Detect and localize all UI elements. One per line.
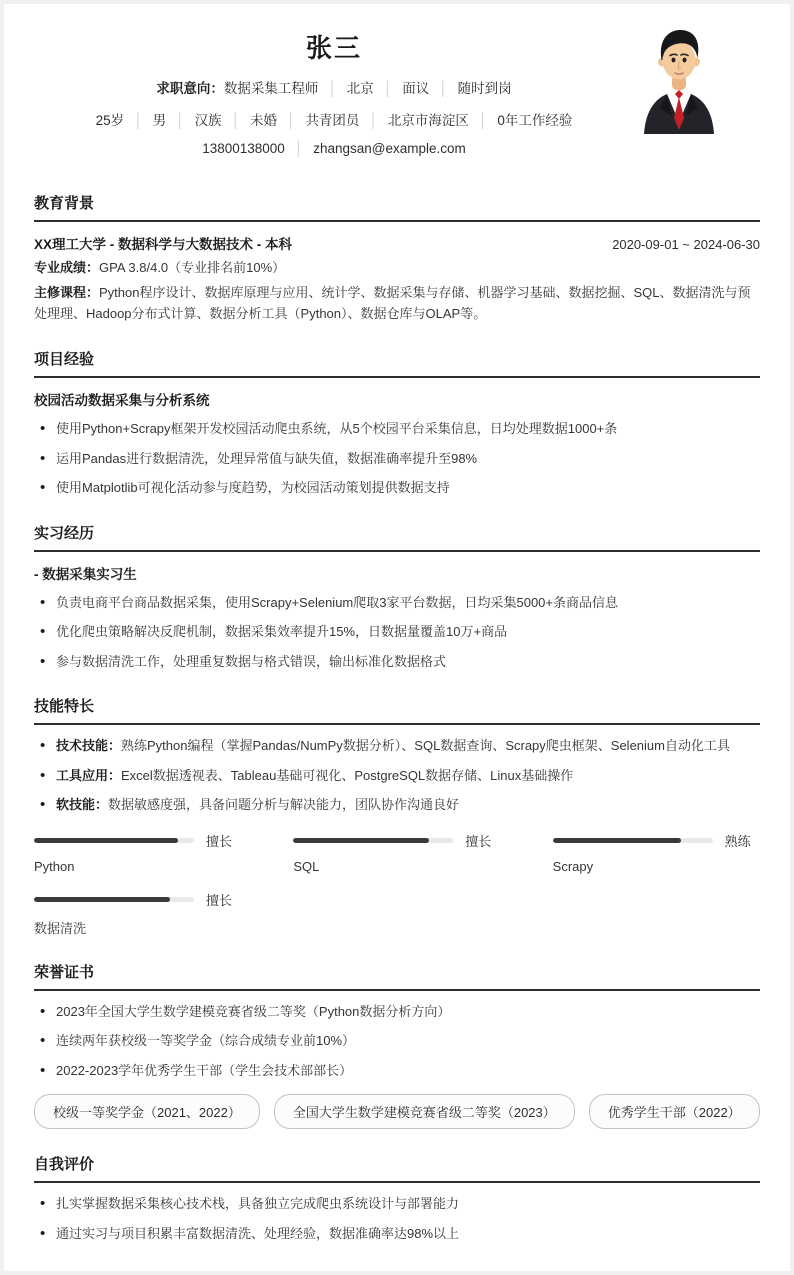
job-intent-salary: 面议 bbox=[402, 81, 430, 96]
section-internship bbox=[34, 522, 760, 672]
self-evaluation-bullet-list bbox=[34, 1194, 760, 1243]
personal-info-line bbox=[34, 109, 634, 129]
resume-page bbox=[4, 4, 790, 1271]
job-intent-availability: 随时到岗 bbox=[457, 81, 512, 96]
gpa-line bbox=[34, 257, 760, 278]
job-intent-position: 数据采集工程师 bbox=[223, 81, 319, 96]
honor-badge: 优秀学生干部（2022） bbox=[589, 1094, 760, 1129]
phone-number: 13800138000 bbox=[202, 141, 285, 156]
internship-bullet: • 负责电商平台商品数据采集，使用Scrapy+Selenium爬取3家平台数据，日均采集5000+条商品信息 bbox=[34, 593, 760, 613]
job-intent-line bbox=[34, 77, 634, 97]
section-honors bbox=[34, 961, 760, 1130]
info-location: 北京市海淀区 bbox=[387, 113, 469, 128]
section-title-education: 教育背景 bbox=[34, 192, 760, 222]
courses-label: 主修课程： bbox=[34, 285, 100, 301]
skills-bullet-list bbox=[34, 736, 760, 815]
honor-badges-row bbox=[34, 1094, 760, 1129]
info-political: 共青团员 bbox=[305, 113, 360, 128]
skill-level-label: 擅长 bbox=[206, 892, 233, 908]
skill-bar-track bbox=[34, 838, 194, 843]
skill-bullet-text: Excel数据透视表、Tableau基础可视化、PostgreSQL数据存储、Linux基础操作 bbox=[121, 767, 574, 783]
skill-bullet-text: 熟练Python编程（掌握Pandas/NumPy数据分析）、SQL数据查询、Scrapy爬虫框架、Selenium自动化工具 bbox=[121, 738, 730, 754]
section-title-honors: 荣誉证书 bbox=[34, 961, 760, 991]
skill-name: 数据清洗 bbox=[34, 920, 87, 936]
email-address: zhangsan@example.com bbox=[313, 141, 466, 156]
internship-bullet: • 优化爬虫策略解决反爬机制，数据采集效率提升15%，日数据量覆盖10万+商品 bbox=[34, 622, 760, 642]
courses-value: Python程序设计、数据库原理与应用、统计学、数据采集与存储、机器学习基础、数据挖掘、SQL、数据清洗与预处理理、Hadoop分布式计算、数据分析工具（Python）、数据仓库与OLAP等。 bbox=[34, 285, 751, 322]
gpa-label: 专业成绩： bbox=[34, 260, 100, 275]
contact-line bbox=[34, 141, 634, 156]
info-ethnicity: 汉族 bbox=[194, 113, 222, 128]
education-date-range: 2020-09-01 ~ 2024-06-30 bbox=[612, 237, 760, 252]
info-age: 25岁 bbox=[95, 113, 125, 128]
honor-bullet: • 2023年全国大学生数学建模竞赛省级二等奖（Python数据分析方向） bbox=[34, 1002, 760, 1022]
profile-photo bbox=[634, 24, 724, 134]
skill-bullet-tools bbox=[34, 766, 760, 786]
header-text-block bbox=[34, 18, 634, 168]
skill-bars-grid bbox=[34, 831, 760, 937]
skill-level-label: 擅长 bbox=[206, 833, 233, 849]
section-title-self-evaluation: 自我评价 bbox=[34, 1153, 760, 1183]
honor-badge: 全国大学生数学建模竞赛省级二等奖（2023） bbox=[274, 1094, 575, 1129]
skill-bullet-label: 技术技能： bbox=[56, 738, 122, 754]
separator: │ bbox=[328, 81, 337, 96]
skill-bar-track bbox=[553, 838, 713, 843]
education-degree-row bbox=[34, 233, 760, 253]
section-self-evaluation bbox=[34, 1153, 760, 1243]
skill-bar-fill bbox=[34, 838, 178, 843]
info-marital: 未婚 bbox=[250, 113, 277, 128]
skill-bullet-soft bbox=[34, 795, 760, 815]
honor-bullet: • 连续两年获校级一等奖学金（综合成绩专业前10%） bbox=[34, 1031, 760, 1051]
info-experience: 0年工作经验 bbox=[497, 113, 573, 128]
skill-bullet-label: 软技能： bbox=[56, 797, 109, 813]
school-degree: XX理工大学 - 数据科学与大数据技术 - 本科 bbox=[34, 237, 293, 252]
project-bullet: • 使用Matplotlib可视化活动参与度趋势，为校园活动策划提供数据支持 bbox=[34, 478, 760, 498]
skill-name: SQL bbox=[293, 858, 320, 874]
self-evaluation-bullet: • 扎实掌握数据采集核心技术栈，具备独立完成爬虫系统设计与部署能力 bbox=[34, 1194, 760, 1214]
job-intent-city: 北京 bbox=[346, 81, 374, 96]
skill-bar-scrapy bbox=[553, 831, 760, 874]
separator: │ bbox=[134, 113, 143, 128]
skill-bar-python bbox=[34, 831, 241, 874]
separator: │ bbox=[287, 113, 296, 128]
section-title-internship: 实习经历 bbox=[34, 522, 760, 552]
gpa-value: GPA 3.8/4.0（专业排名前10%） bbox=[99, 260, 286, 275]
project-bullet: • 使用Python+Scrapy框架开发校园活动爬虫系统，从5个校园平台采集信息，日均处理数据1000+条 bbox=[34, 419, 760, 439]
separator: │ bbox=[383, 81, 393, 96]
skill-bullet-text: 数据敏感度强，具备问题分析与解决能力，团队协作沟通良好 bbox=[108, 797, 460, 813]
section-title-projects: 项目经验 bbox=[34, 348, 760, 378]
skill-bullet-label: 工具应用： bbox=[56, 767, 122, 783]
skill-level-label: 熟练 bbox=[724, 833, 751, 849]
skill-bullet-technical bbox=[34, 736, 760, 756]
job-intent-label: 求职意向： bbox=[156, 81, 224, 96]
honor-badge: 校级一等奖学金（2021、2022） bbox=[34, 1094, 260, 1129]
project-name: 校园活动数据采集与分析系统 bbox=[34, 393, 210, 409]
project-bullet-list bbox=[34, 419, 760, 498]
courses-line bbox=[34, 282, 760, 324]
separator: │ bbox=[294, 141, 304, 156]
skill-bar-fill bbox=[293, 838, 429, 843]
skill-bar-track bbox=[34, 897, 194, 902]
separator: │ bbox=[176, 113, 185, 128]
section-education bbox=[34, 192, 760, 324]
skill-bar-fill bbox=[34, 897, 170, 902]
skill-bar-track bbox=[293, 838, 453, 843]
honors-bullet-list bbox=[34, 1002, 760, 1081]
separator: │ bbox=[231, 113, 240, 128]
internship-bullet: • 参与数据清洗工作，处理重复数据与格式错误，输出标准化数据格式 bbox=[34, 652, 760, 672]
honor-bullet: • 2022-2023学年优秀学生干部（学生会技术部部长） bbox=[34, 1061, 760, 1081]
self-evaluation-bullet: • 通过实习与项目积累丰富数据清洗、处理经验，数据准确率达98%以上 bbox=[34, 1224, 760, 1244]
internship-position: - 数据采集实习生 bbox=[34, 566, 137, 582]
skill-name: Scrapy bbox=[552, 858, 594, 874]
resume-header bbox=[34, 18, 760, 168]
section-skills bbox=[34, 695, 760, 937]
skill-name: Python bbox=[34, 858, 75, 874]
skill-level-label: 擅长 bbox=[465, 833, 492, 849]
internship-bullet-list bbox=[34, 593, 760, 672]
info-gender: 男 bbox=[152, 113, 167, 128]
separator: │ bbox=[478, 113, 488, 128]
section-title-skills: 技能特长 bbox=[34, 695, 760, 725]
project-bullet: • 运用Pandas进行数据清洗，处理异常值与缺失值，数据准确率提升至98% bbox=[34, 449, 760, 469]
section-projects bbox=[34, 348, 760, 498]
avatar-illustration bbox=[634, 24, 724, 134]
candidate-name: 张三 bbox=[305, 33, 362, 63]
skill-bar-data-cleaning bbox=[34, 890, 241, 937]
separator: │ bbox=[439, 81, 448, 96]
skill-bar-fill bbox=[553, 838, 681, 843]
skill-bar-sql bbox=[293, 831, 500, 874]
separator: │ bbox=[369, 113, 378, 128]
